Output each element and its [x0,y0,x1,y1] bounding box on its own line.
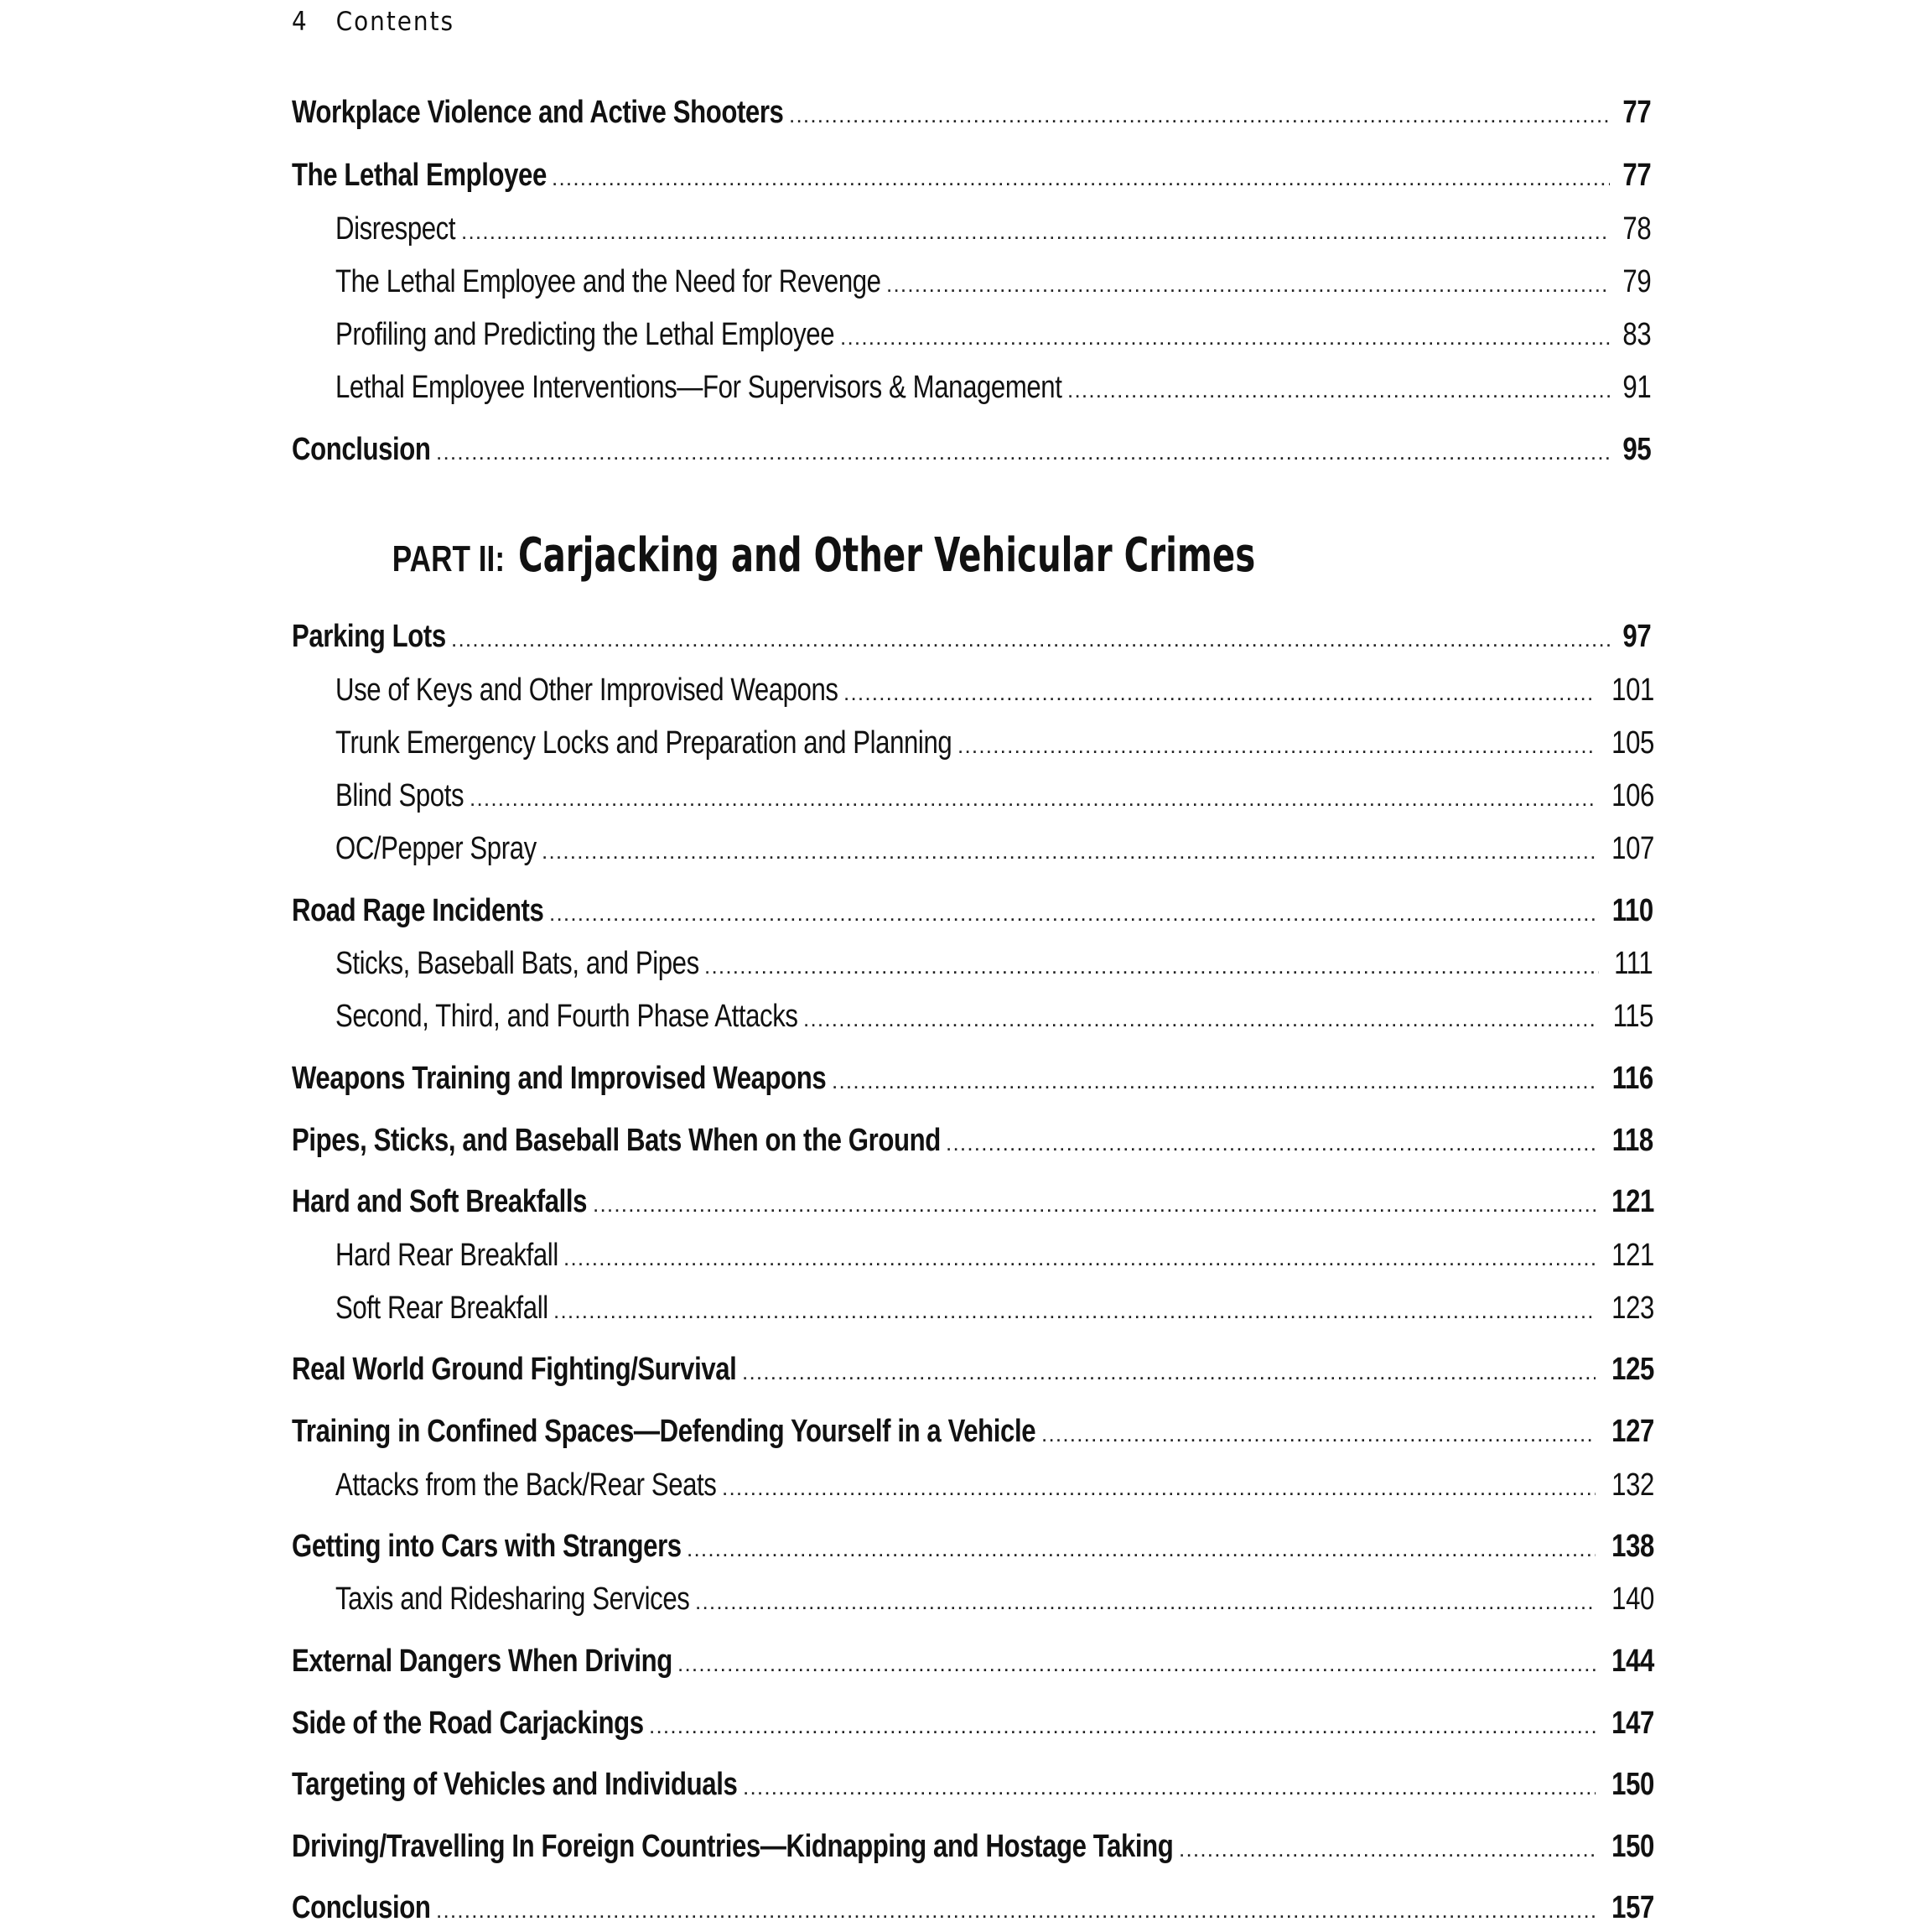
dot-leader [451,617,1610,661]
toc-entry-page [1603,1119,1653,1162]
toc-entry-title [335,827,537,870]
toc-entry [292,1639,1654,1683]
toc-entry-page [1604,995,1654,1038]
toc-entry-page-number: 123 [1611,1291,1654,1326]
toc-entry-page [1616,260,1652,304]
dot-leader [695,1580,1596,1623]
page-number: 4 [292,7,309,37]
toc-entry-title [292,1886,431,1929]
part-label: PART II: [392,538,506,579]
dot-leader [1179,1827,1596,1871]
toc-entry [292,615,1652,658]
toc-entry [292,1524,1654,1568]
dot-leader [470,776,1596,820]
toc-entry-page [1602,827,1654,870]
dot-leader [1041,1412,1596,1456]
dot-leader [553,1289,1596,1332]
toc-entry-title-text: Conclusion [292,432,431,467]
toc-entry [292,1180,1654,1223]
toc-entry-title [292,1701,644,1745]
toc-entry [292,889,1653,932]
toc-entry-page-number: 118 [1611,1123,1653,1158]
dot-leader [886,262,1610,306]
toc-entry-title [292,428,431,471]
dot-leader [742,1350,1596,1394]
toc-entry-title [335,774,464,818]
toc-entry-page [1602,1825,1654,1868]
toc-entry-page [1602,668,1654,712]
toc-entry-title-text: Soft Rear Breakfall [335,1291,548,1326]
toc-entry-page-number: 150 [1611,1829,1654,1864]
toc-entry-title [292,91,784,134]
toc-entry [335,207,1652,251]
dot-leader [840,315,1610,359]
toc-entry-title-text: Use of Keys and Other Improvised Weapons [335,673,838,708]
toc-entry-page [1616,153,1652,197]
dot-leader [649,1704,1596,1748]
toc-entry-title-text: Pipes, Sticks, and Baseball Bats When on the Ground [292,1123,941,1158]
dot-leader [436,430,1610,474]
toc-entry-page [1602,1763,1654,1806]
toc-entry-page-number: 121 [1611,1238,1654,1273]
toc-entry-page-number: 127 [1611,1414,1654,1449]
toc-entry-page-number: 107 [1611,831,1654,866]
toc-entry-title [292,153,547,197]
dot-leader [803,997,1597,1041]
toc-entry-page-number: 121 [1611,1184,1654,1219]
toc-entry-title-text: The Lethal Employee and the Need for Revenge [335,264,881,299]
toc-entry [292,1348,1654,1391]
toc-entry-page [1602,1639,1654,1683]
dot-leader [743,1765,1596,1809]
toc-entry-page-number: 140 [1611,1581,1654,1617]
toc-entry-page [1616,207,1652,251]
dot-leader [593,1182,1596,1226]
toc-entry [335,668,1654,712]
toc-entry-title [335,1463,717,1507]
toc-entry-page [1616,313,1652,356]
toc-entry-page [1616,428,1652,471]
toc-entry-title-text: External Dangers When Driving [292,1644,672,1679]
toc-entry-page-number: 157 [1611,1890,1654,1925]
toc-entry-title-text: Real World Ground Fighting/Survival [292,1352,737,1387]
toc-entry [335,942,1653,985]
toc-entry-page-number: 101 [1611,673,1654,708]
toc-entry-title [292,1410,1036,1453]
toc-entry-title-text: The Lethal Employee [292,158,547,193]
toc-entry-title [292,1057,827,1100]
toc-entry-page-number: 95 [1622,432,1652,467]
dot-leader [687,1527,1596,1571]
toc-entry-page [1602,721,1654,765]
toc-entry-page-number: 116 [1611,1061,1653,1096]
toc-entry [335,1233,1654,1277]
toc-entry [335,1577,1654,1621]
toc-entry-page-number: 115 [1612,999,1654,1034]
toc-entry-title-text: Targeting of Vehicles and Individuals [292,1767,738,1802]
toc-entry-page [1602,1701,1654,1745]
running-head [292,7,454,37]
toc-entry-page-number: 77 [1622,158,1652,193]
toc-entry-title-text: Hard and Soft Breakfalls [292,1184,588,1219]
toc-entry-title-text: Second, Third, and Fourth Phase Attacks [335,999,798,1034]
toc-entry-page [1603,1057,1653,1100]
dot-leader [704,944,1599,988]
toc-entry-title [335,260,881,304]
toc-entry-page-number: 78 [1622,211,1652,247]
dot-leader [552,156,1610,200]
toc-entry-title-text: Profiling and Predicting the Lethal Employee [335,317,835,352]
toc-entry-page-number: 91 [1622,370,1652,405]
running-head-label: Contents [335,7,455,37]
toc-entry-page [1602,774,1654,818]
toc-entry [292,428,1652,471]
toc-entry-title-text: Taxis and Ridesharing Services [335,1581,690,1617]
toc-entry-page [1606,942,1653,985]
toc-entry-title [335,942,699,985]
toc-entry-title-text: Blind Spots [335,778,464,813]
toc-entry-title [292,889,544,932]
toc-entry-title [292,1639,672,1683]
toc-entry-title [292,1763,738,1806]
toc-entry-title-text: Attacks from the Back/Rear Seats [335,1467,717,1503]
toc-entry [335,827,1654,870]
toc-entry-title-text: Parking Lots [292,619,446,654]
toc-entry-page [1602,1886,1654,1929]
toc-entry-title-text: Side of the Road Carjackings [292,1706,644,1741]
toc-entry-page [1603,889,1653,932]
toc-entry-page-number: 138 [1611,1529,1654,1564]
dot-leader [957,724,1596,767]
toc-entry [335,995,1654,1038]
toc-entry [292,1119,1653,1162]
toc-entry-title [292,1524,682,1568]
toc-entry-title [292,1119,941,1162]
toc-entry-title-text: Sticks, Baseball Bats, and Pipes [335,946,699,981]
toc-entry-page-number: 106 [1611,778,1654,813]
toc-entry-page-number: 132 [1611,1467,1654,1503]
toc-entry-title [335,721,952,765]
dot-leader [789,93,1610,137]
toc-entry-title [292,1180,588,1223]
toc-entry-page-number: 97 [1622,619,1652,654]
toc-entry-page-number: 110 [1611,893,1653,928]
toc-entry [335,1463,1654,1507]
toc-entry-title-text: Driving/Travelling In Foreign Countries—Kidnapping and Hostage Taking [292,1829,1174,1864]
toc-entry [292,91,1652,134]
toc-entry-page-number: 147 [1611,1706,1654,1741]
dot-leader [542,829,1596,873]
toc-entry-page-number: 77 [1622,95,1652,130]
toc-entry-title [335,1233,558,1277]
toc-entry-title-text: Workplace Violence and Active Shooters [292,95,784,130]
toc-entry [292,1763,1654,1806]
toc-entry-page [1602,1233,1654,1277]
toc-entry [335,721,1654,765]
dot-leader [563,1236,1596,1280]
toc-entry [292,1701,1654,1745]
toc-entry-page [1602,1463,1654,1507]
toc-entry [292,1057,1653,1100]
toc-entry-page [1602,1524,1654,1568]
toc-entry-title [335,995,798,1038]
toc-entry-page [1602,1410,1654,1453]
toc-entry-title-text: Getting into Cars with Strangers [292,1529,682,1564]
dot-leader [722,1466,1596,1509]
toc-entry [292,1886,1654,1929]
toc-entry-page-number: 105 [1611,725,1654,761]
toc-entry [335,260,1652,304]
toc-entry-page-number: 111 [1614,946,1653,981]
dot-leader [549,891,1596,935]
toc-entry-page [1616,366,1652,409]
toc-entry-title [335,1577,690,1621]
toc-entry-title-text: Weapons Training and Improvised Weapons [292,1061,827,1096]
toc-entry-page-number: 150 [1611,1767,1654,1802]
toc-entry-page [1602,1577,1654,1621]
toc-entry-page [1616,615,1652,658]
toc-entry-page-number: 144 [1611,1644,1654,1679]
dot-leader [946,1121,1596,1165]
toc-entry [335,313,1652,356]
toc-entry-title [335,313,835,356]
toc-entry-page-number: 83 [1622,317,1652,352]
dot-leader [677,1642,1596,1685]
dot-leader [436,1888,1596,1932]
toc-entry [335,774,1654,818]
toc-entry-page [1616,91,1652,134]
toc-entry [292,153,1652,197]
toc-entry-title [335,207,456,251]
dot-leader [461,210,1610,253]
toc-entry-page-number: 79 [1622,264,1652,299]
dot-leader [832,1059,1596,1103]
toc-entry-page-number: 125 [1611,1352,1654,1387]
toc-entry-page [1602,1180,1654,1223]
toc-entry [292,1825,1654,1868]
part-heading [0,528,1920,583]
toc-entry [335,1286,1654,1330]
toc-entry-title-text: Trunk Emergency Locks and Preparation and Planning [335,725,952,761]
toc-entry-title [335,1286,548,1330]
toc-entry-title [292,1825,1174,1868]
toc-entry-title [335,366,1062,409]
toc-entry-title [292,615,446,658]
toc-entry-title-text: Disrespect [335,211,456,247]
toc-entry-title-text: Hard Rear Breakfall [335,1238,558,1273]
toc-entry-title-text: Road Rage Incidents [292,893,544,928]
toc-entry-title [335,668,838,712]
dot-leader [1067,368,1610,412]
toc-entry [292,1410,1654,1453]
toc-entry [335,366,1652,409]
toc-entry-page [1602,1286,1654,1330]
dot-leader [843,671,1596,714]
toc-entry-title-text: Conclusion [292,1890,431,1925]
toc-entry-title-text: OC/Pepper Spray [335,831,537,866]
toc-entry-title-text: Lethal Employee Interventions—For Supervisors & Management [335,370,1062,405]
toc-entry-title-text: Training in Confined Spaces—Defending Yourself in a Vehicle [292,1414,1036,1449]
toc-entry-title [292,1348,737,1391]
toc-entry-page [1602,1348,1654,1391]
part-title: Carjacking and Other Vehicular Crimes [517,528,1255,583]
